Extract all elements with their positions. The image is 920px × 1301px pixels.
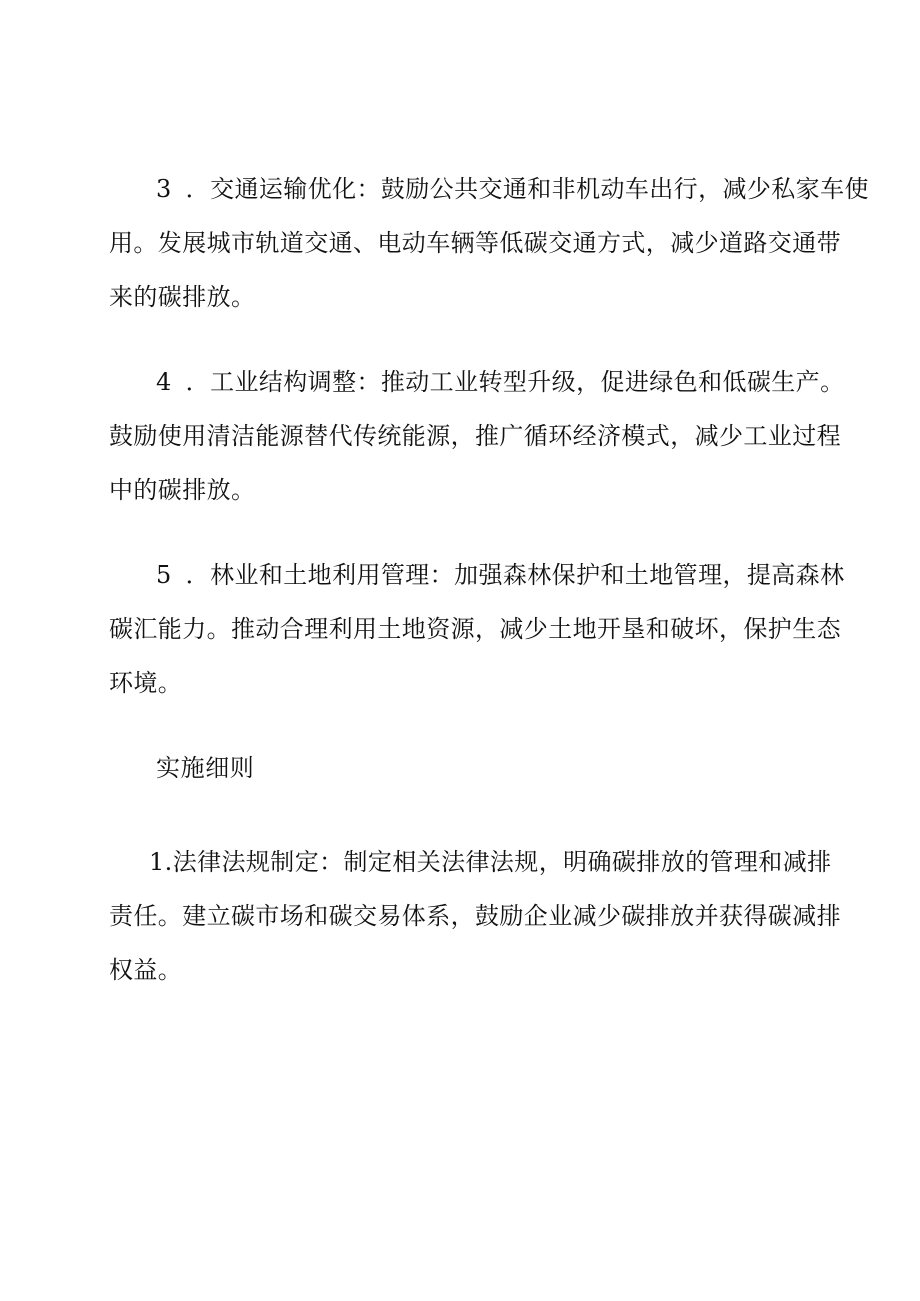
paragraph-impl-1 — [109, 835, 841, 997]
paragraph-line: 环境。 — [109, 669, 183, 697]
paragraph-line: 鼓励使用清洁能源替代传统能源，推广循环经济模式，减少工业过程 — [109, 422, 841, 450]
paragraph-line: 3 ．交通运输优化：鼓励公共交通和非机动车出行，减少私家车使 — [156, 175, 869, 203]
paragraph-line: 碳汇能力。推动合理利用土地资源，减少土地开垦和破坏，保护生态 — [109, 615, 841, 643]
item-number: 5 — [156, 561, 172, 589]
paragraph-line: 4 ．工业结构调整：推动工业转型升级，促进绿色和低碳生产。 — [156, 368, 845, 396]
paragraph-item-5 — [109, 548, 845, 710]
section-heading: 实施细则 — [156, 754, 255, 782]
paragraph-item-4 — [109, 355, 845, 517]
paragraph-line: 用。发展城市轨道交通、电动车辆等低碳交通方式，减少道路交通带 — [109, 229, 841, 257]
paragraph-item-3 — [109, 162, 869, 324]
paragraph-line: 责任。建立碳市场和碳交易体系，鼓励企业减少碳排放并获得碳减排 — [109, 902, 841, 930]
paragraph-line: 5 ．林业和土地利用管理：加强森林保护和土地管理，提高森林 — [156, 561, 845, 589]
paragraph-line: 中的碳排放。 — [109, 476, 256, 504]
paragraph-line: 权益。 — [109, 956, 183, 984]
item-number: 4 — [156, 368, 172, 396]
paragraph-line: 1.法律法规制定：制定相关法律法规，明确碳排放的管理和减排 — [149, 848, 832, 876]
paragraph-line: 来的碳排放。 — [109, 283, 256, 311]
item-number: 3 — [156, 175, 172, 203]
